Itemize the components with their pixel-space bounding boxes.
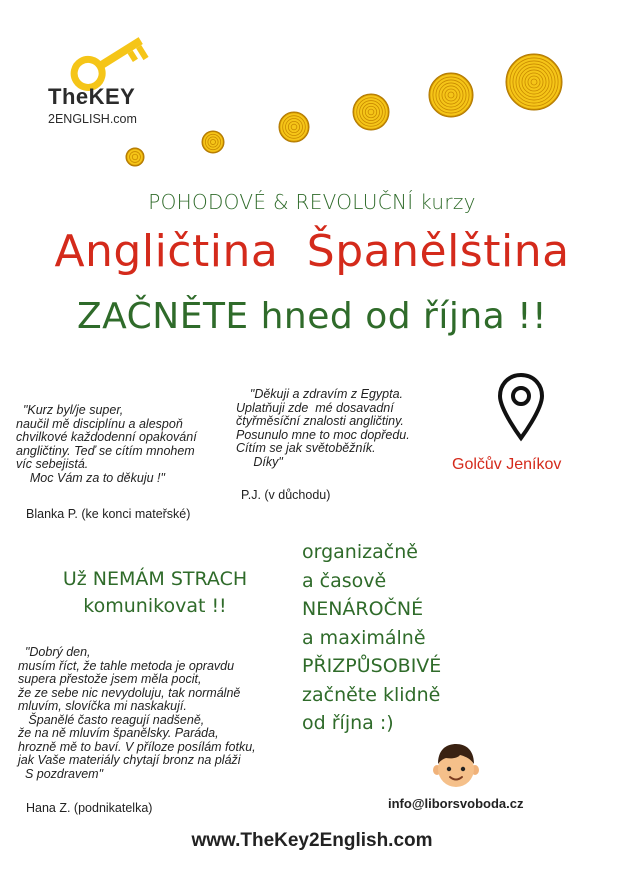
ring-icon [277,110,311,144]
no-fear-slogan [30,566,280,620]
benefit-line: a časově [302,569,387,592]
boy-face-icon [432,742,480,788]
website-url[interactable]: www.TheKey2English.com [191,830,433,851]
testimonial-2-text: "Děkuji a zdravím z Egypta. Uplatňuji zde mé dosavadní čtyřměsíční znalosti angličtiny. Posunulo mne to moc dopředu. Cítím se jak světoběžník. Díky" [236,387,410,469]
location-name: Golčův Jeníkov [452,456,562,473]
benefit-line: a maximálně [302,626,426,649]
benefits-list [302,538,441,738]
contact-email[interactable]: info@liborsvoboda.cz [388,796,524,811]
benefit-line: NENÁROČNÉ [302,598,424,620]
testimonial-1-author: Blanka P. (ke konci mateřské) [26,507,191,521]
map-pin-icon [496,372,546,442]
call-to-action: ZAČNĚTE hned od října !! [76,296,548,337]
tagline: POHODOVÉ & REVOLUČNÍ kurzy [148,190,476,214]
benefit-line: začněte klidně [302,683,441,706]
testimonial-3-text: "Dobrý den, musím říct, že tahle metoda je opravdu supera přestože jsem měla pocit, že ze sebe nic nevydoluju, tak normálně mluvím, slovíčka mi naskakují. Španělé často reagují nadšeně, že na ně mluvím španělsky. Paráda, hrozně mě to baví. V příloze posílám fotku, jak Vaše materiály chytají bronz na pláži S pozdravem" [18,645,256,781]
key-icon [60,22,150,92]
benefit-line: PŘIZPŮSOBIVÉ [302,655,442,677]
ring-icon [504,52,564,112]
testimonial-3-author: Hana Z. (podnikatelka) [26,801,153,815]
no-fear-line-2: komunikovat !! [83,595,227,617]
brand-name: TheKEY [48,84,136,109]
testimonial-1-text: "Kurz byl/je super, naučil mě disciplínu a alespoň chvilkové každodenní opakování angličtiny. Teď se cítím mnohem víc sebejistá. Moc Vám za to děkuju !" [16,403,197,485]
ring-icon [200,129,226,155]
testimonial-2-author: P.J. (v důchodu) [241,488,331,502]
benefit-line: od října :) [302,712,394,734]
ring-icon [351,92,391,132]
brand-domain: 2ENGLISH.com [48,112,137,126]
ring-icon [427,71,475,119]
ring-icon [124,146,146,168]
no-fear-line-1: Už NEMÁM STRACH [62,568,248,590]
benefit-line: organizačně [302,541,418,563]
headline: Angličtina Španělština [54,226,570,277]
